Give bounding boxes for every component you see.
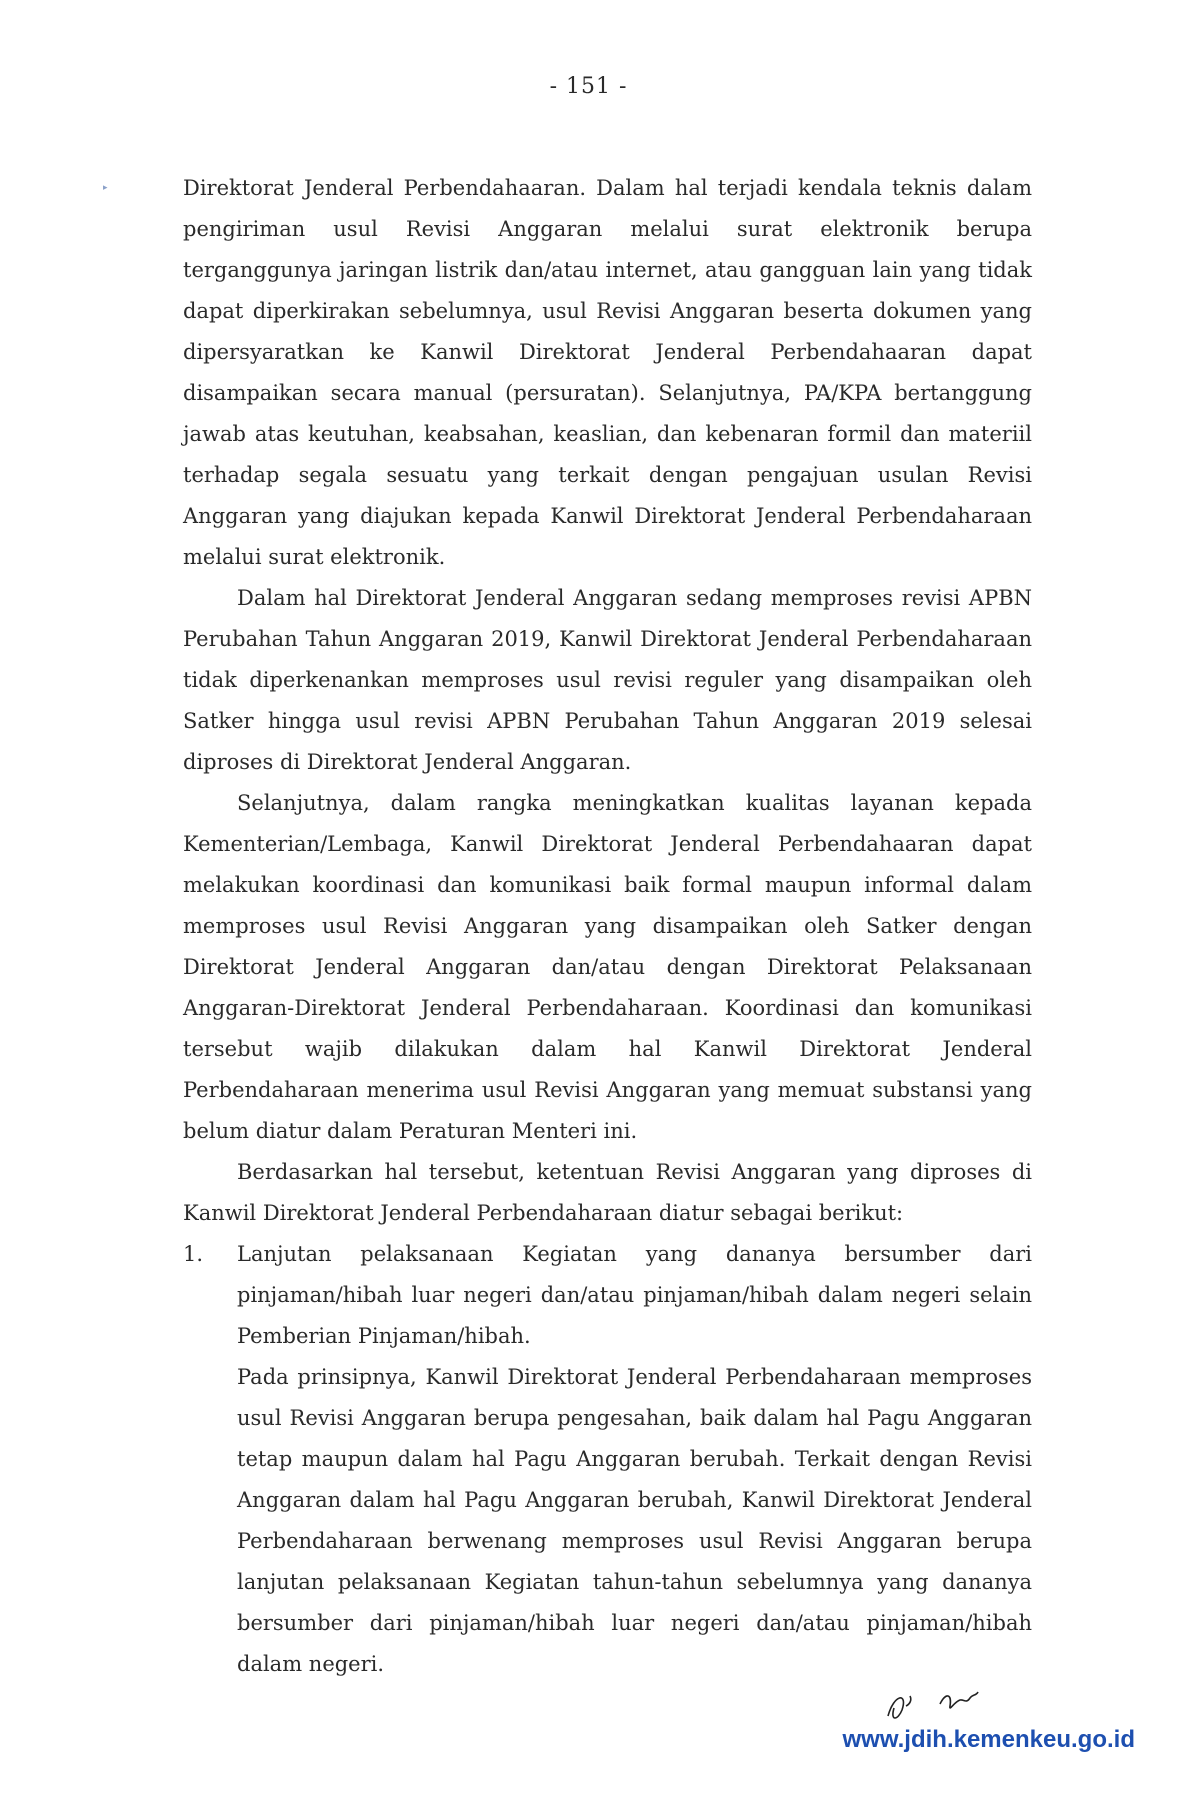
paragraph: Dalam hal Direktorat Jenderal Anggaran sedang memproses revisi APBN Perubahan Tahun Anggaran 2019, Kanwil Direktorat Jenderal Perbendaharaan tidak diperkenankan memproses usul revisi reguler yang disampaikan oleh Satker hingga usul revisi APBN Perubahan Tahun Anggaran 2019 selesai diproses di Direktorat Jenderal Anggaran. — [183, 586, 1032, 774]
list-item — [183, 1234, 1032, 1357]
paragraph: Selanjutnya, dalam rangka meningkatkan kualitas layanan kepada Kementerian/Lembaga, Kanwil Direktorat Jenderal Perbendahaaran dapat melakukan koordinasi dan komunikasi baik formal maupun informal dalam memproses usul Revisi Anggaran yang disampaikan oleh Satker dengan Direktorat Jenderal Anggaran dan/atau dengan Direktorat Pelaksanaan Anggaran-Direktorat Jenderal Perbendaharaan. Koordinasi dan komunikasi tersebut wajib dilakukan dalam hal Kanwil Direktorat Jenderal Perbendaharaan menerima usul Revisi Anggaran yang memuat substansi yang belum diatur dalam Peraturan Menteri ini. — [183, 791, 1032, 1143]
list-item-text: Lanjutan pelaksanaan Kegiatan yang dananya bersumber dari pinjaman/hibah luar negeri dan/atau pinjaman/hibah dalam negeri selain Pemberian Pinjaman/hibah. — [237, 1242, 1032, 1348]
initials-signature-icon — [880, 1686, 1030, 1726]
page-number: - 151 - — [549, 74, 628, 99]
document-body — [183, 168, 1032, 1685]
list-item-number: 1. — [183, 1242, 204, 1266]
paragraph: Berdasarkan hal tersebut, ketentuan Revisi Anggaran yang diproses di Kanwil Direktorat Jenderal Perbendaharaan diatur sebagai berikut: — [183, 1160, 1032, 1225]
scan-mark: ▸ — [103, 183, 108, 193]
list-item-sub-paragraph: Pada prinsipnya, Kanwil Direktorat Jenderal Perbendaharaan memproses usul Revisi Anggaran berupa pengesahan, baik dalam hal Pagu Anggaran tetap maupun dalam hal Pagu Anggaran berubah. Terkait dengan Revisi Anggaran dalam hal Pagu Anggaran berubah, Kanwil Direktorat Jenderal Perbendaharaan berwenang memproses usul Revisi Anggaran berupa lanjutan pelaksanaan Kegiatan tahun-tahun sebelumnya yang dananya bersumber dari pinjaman/hibah luar negeri dan/atau pinjaman/hibah dalam negeri. — [237, 1365, 1032, 1676]
paragraph-continued: Direktorat Jenderal Perbendahaaran. Dalam hal terjadi kendala teknis dalam pengiriman usul Revisi Anggaran melalui surat elektronik berupa terganggunya jaringan listrik dan/atau internet, atau gangguan lain yang tidak dapat diperkirakan sebelumnya, usul Revisi Anggaran beserta dokumen yang dipersyaratkan ke Kanwil Direktorat Jenderal Perbendahaaran dapat disampaikan secara manual (persuratan). Selanjutnya, PA/KPA bertanggung jawab atas keutuhan, keabsahan, keaslian, dan kebenaran formil dan materiil terhadap segala sesuatu yang terkait dengan pengajuan usulan Revisi Anggaran yang diajukan kepada Kanwil Direktorat Jenderal Perbendaharaan melalui surat elektronik. — [183, 176, 1032, 569]
footer-url[interactable]: www.jdih.kemenkeu.go.id — [842, 1726, 1135, 1753]
